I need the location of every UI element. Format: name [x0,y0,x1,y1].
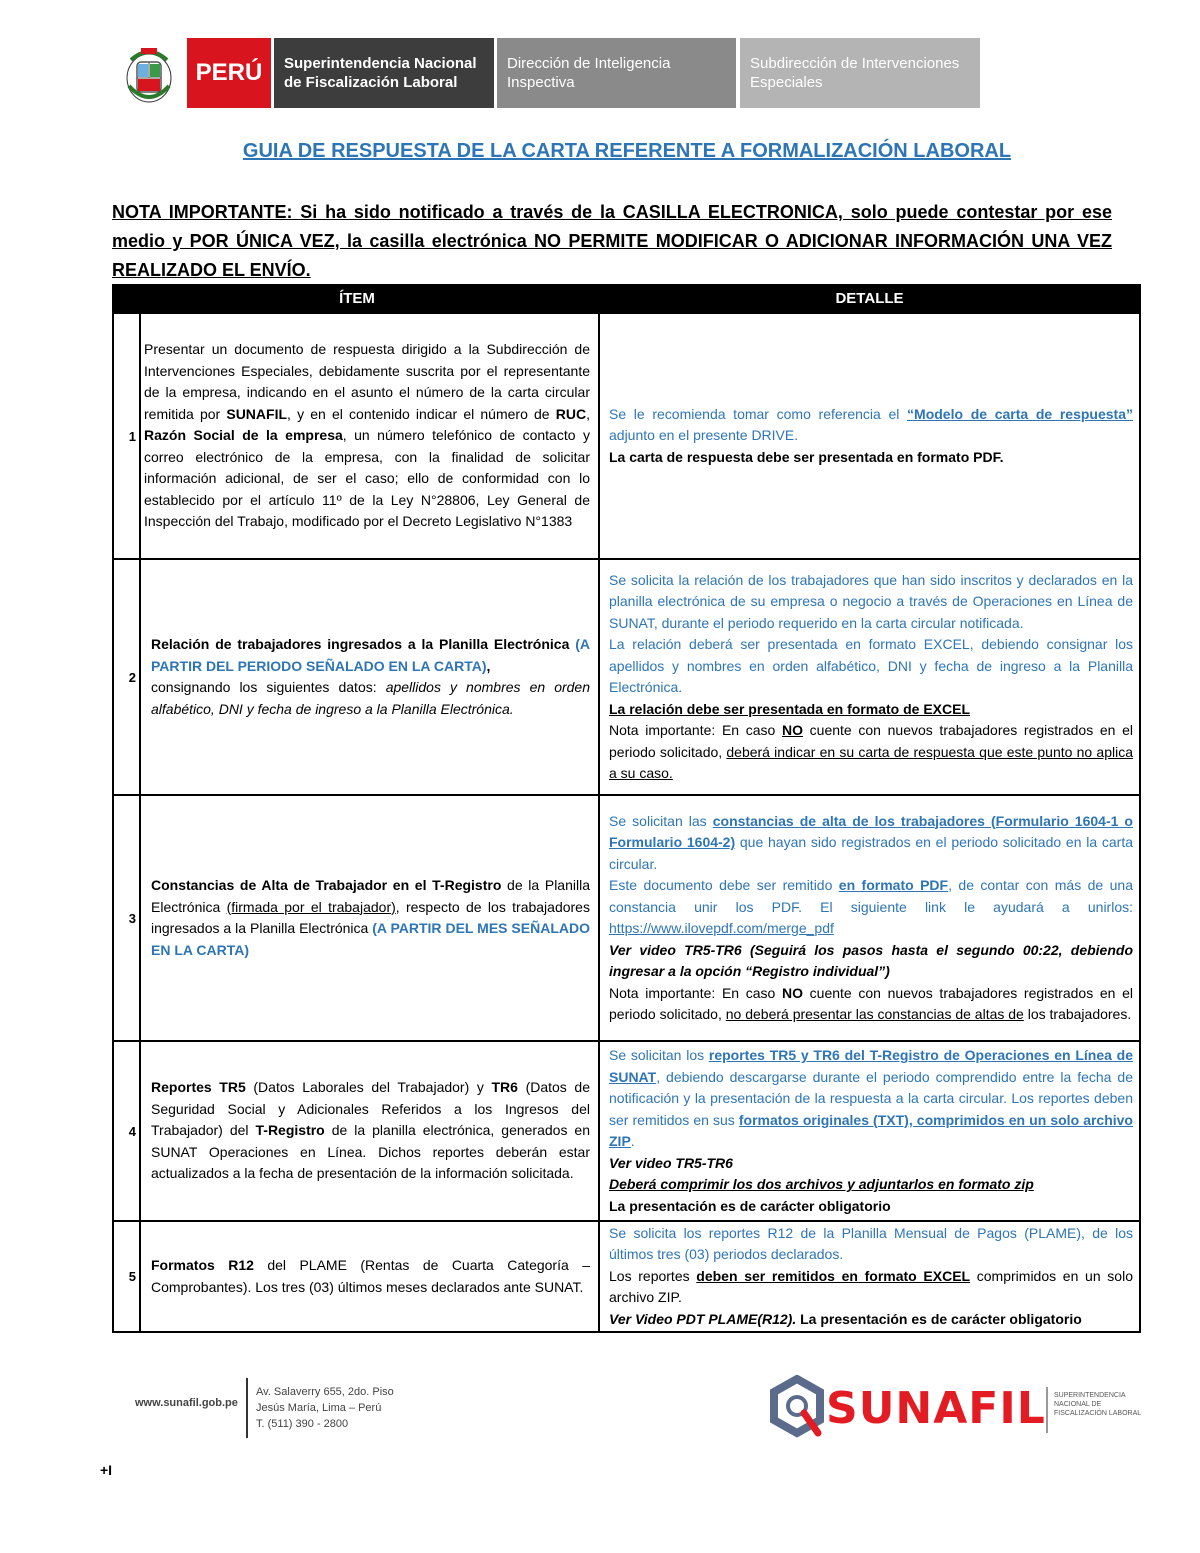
row-number: 1 [114,314,141,558]
header-segment-direccion: Dirección de Inteligencia Inspectiva [497,38,736,108]
detalle-cell: Se solicita la relación de los trabajadores que han sido inscritos y declarados en la planilla electrónica de su empresa o negocio a través de Operaciones en Línea de SUNAT, durante el periodo requerido en la carta circular notificada. La relación deberá ser presentada en formato EXCEL, debiendo consignar los apellidos y nombres en orden alfabético, DNI y fecha de ingreso a la Planilla Electrónica. La relación debe ser presentada en formato de EXCEL Nota importante: En caso NO cuente con nuevos trabajadores registrados en el periodo solicitado, deberá indicar en su carta de respuesta que este punto no aplica a su caso. [609,571,1133,781]
coat-of-arms-icon [117,38,181,108]
detalle-cell: Se solicita los reportes R12 de la Planilla Mensual de Pagos (PLAME), de los últimos tres (03) periodos declarados. Los reportes deben ser remitidos en formato EXCEL comprimidos en un solo archivo ZIP. Ver Video PDT PLAME(R12). La presentación es de carácter obligatorio [609,1224,1133,1327]
sunafil-logo [768,1375,1142,1445]
header-segment-sunafil: Superintendencia Nacional de Fiscalización Laboral [274,38,494,108]
header-segment-subdireccion: Subdirección de Intervenciones Especiales [740,38,980,108]
row-number: 3 [114,796,141,1040]
peru-label: PERÚ [187,38,271,108]
requirements-table [112,284,1141,1333]
footer-address: Av. Salaverry 655, 2do. Piso Jesús María, Lima – Perú T. (511) 390 - 2800 [256,1386,394,1430]
row-number: 2 [114,560,141,794]
row-number: 4 [114,1042,141,1220]
header-banner [117,38,980,108]
table-row [114,1040,1139,1220]
video-plame-link[interactable]: Ver Video PDT PLAME(R12). [609,1310,797,1327]
footer-website[interactable]: www.sunafil.gob.pe [135,1397,238,1409]
ilovepdf-link[interactable]: https://www.ilovepdf.com/merge_pdf [609,920,834,936]
table-header [114,286,1139,312]
detalle-cell: Se solicitan los reportes TR5 y TR6 del T-Registro de Operaciones en Línea de SUNAT, debiendo descargarse durante el periodo comprendido entre la fecha de notificación y la presentación de la respuesta a la carta circular. Los reportes deben ser remitidos en sus formatos originales (TXT), comprimidos en un solo archivo ZIP. Ver video TR5-TR6 Deberá comprimir los dos archivos y adjuntarlos en formato zip La presentación es de carácter obligatorio [609,1047,1133,1214]
row-number: 5 [114,1222,141,1331]
item-cell: Formatos R12 del PLAME (Rentas de Cuarta Categoría – Comprobantes). Los tres (03) últimos meses declarados ante SUNAT. [141,1222,600,1331]
logo-divider [1046,1387,1048,1433]
reportes-tr5-tr6-link[interactable]: reportes TR5 y TR6 del T-Registro de Operaciones en Línea de SUNAT [609,1047,1133,1085]
video-tr5-tr6-link[interactable]: Ver video TR5-TR6 (Seguirá los pasos hasta el segundo 00:22, debiendo ingresar a la opción “Registro individual”) [609,941,1133,979]
document-title: GUIA DE RESPUESTA DE LA CARTA REFERENTE A FORMALIZACIÓN LABORAL [242,140,1012,162]
column-header-detalle: DETALLE [835,290,904,307]
sunafil-wordmark: SUNAFIL [826,1383,1046,1434]
video-tr5-tr6-link[interactable]: Ver video TR5-TR6 [609,1154,733,1171]
item-cell: Relación de trabajadores ingresados a la Planilla Electrónica (A PARTIR DEL PERIODO SEÑALADO EN LA CARTA), consignando los siguientes datos: apellidos y nombres en orden alfabético, DNI y fecha de ingreso a la Planilla Electrónica. [141,560,600,794]
sunafil-magnifier-icon [768,1375,826,1445]
item-cell: Presentar un documento de respuesta dirigido a la Subdirección de Intervenciones Especiales, debidamente suscrita por el representante de la empresa, indicando en el asunto el número de la carta circular remitida por SUNAFIL, y en el contenido indicar el número de RUC, Razón Social de la empresa, un número telefónico de contacto y correo electrónico de la empresa, con la finalidad de solicitar información adicional, de ser el caso; ello de conformidad con lo establecido por el artículo 11º de la Ley N°28806, Ley General de Inspección del Trabajo, modificado por el Decreto Legislativo N°1383 [141,314,600,558]
modelo-carta-link[interactable]: “Modelo de carta de respuesta” [907,405,1133,422]
detalle-cell: Se le recomienda tomar como referencia el “Modelo de carta de respuesta” adjunto en el presente DRIVE. La carta de respuesta debe ser presentada en formato PDF. [609,405,1133,465]
logo-subtitle: SUPERINTENDENCIA NACIONAL DE FISCALIZACIÓN LABORAL [1054,1392,1142,1417]
important-note: NOTA IMPORTANTE: Si ha sido notificado a través de la CASILLA ELECTRONICA, solo puede contestar por ese medio y POR ÚNICA VEZ, la casilla electrónica NO PERMITE MODIFICAR O ADICIONAR INFORMACIÓN UNA VEZ REALIZADO EL ENVÍO. [112,202,1112,280]
table-row [114,312,1139,558]
item-cell: Constancias de Alta de Trabajador en el T-Registro de la Planilla Electrónica (firmada por el trabajador), respecto de los trabajadores ingresados a la Planilla Electrónica (A PARTIR DEL MES SEÑALADO EN LA CARTA) [141,796,600,1040]
footer-divider [246,1378,248,1438]
table-row [114,1220,1139,1331]
item-cell: Reportes TR5 (Datos Laborales del Trabajador) y TR6 (Datos de Seguridad Social y Adicionales Referidos a los Ingresos del Trabajador) del T-Registro de la planilla electrónica, generados en SUNAT Operaciones en Línea. Dichos reportes deberán estar actualizados a la fecha de presentación de la información solicitada. [141,1042,600,1220]
detalle-cell: Se solicitan las constancias de alta de los trabajadores (Formulario 1604-1 o Formulario 1604-2) que hayan sido registrados en el periodo solicitado en la carta circular. Este documento debe ser remitido en formato PDF, de contar con más de una constancia unir los PDF. El siguiente link le ayudará a unirlos: https://www.ilovepdf.com/merge_pdf Ver video TR5-TR6 (Seguirá los pasos hasta el segundo 00:22, debiendo ingresar a la opción “Registro individual”) Nota importante: En caso NO cuente con nuevos trabajadores registrados en el periodo solicitado, no deberá presentar las constancias de altas de los trabajadores. [609,812,1134,1022]
constancias-link[interactable]: constancias de alta de los trabajadores (Formulario 1604-1 o Formulario 1604-2) [609,812,1133,850]
table-row [114,558,1139,794]
column-header-item: ÍTEM [339,290,375,307]
page-mark: +I [100,1462,113,1478]
table-row [114,794,1139,1040]
